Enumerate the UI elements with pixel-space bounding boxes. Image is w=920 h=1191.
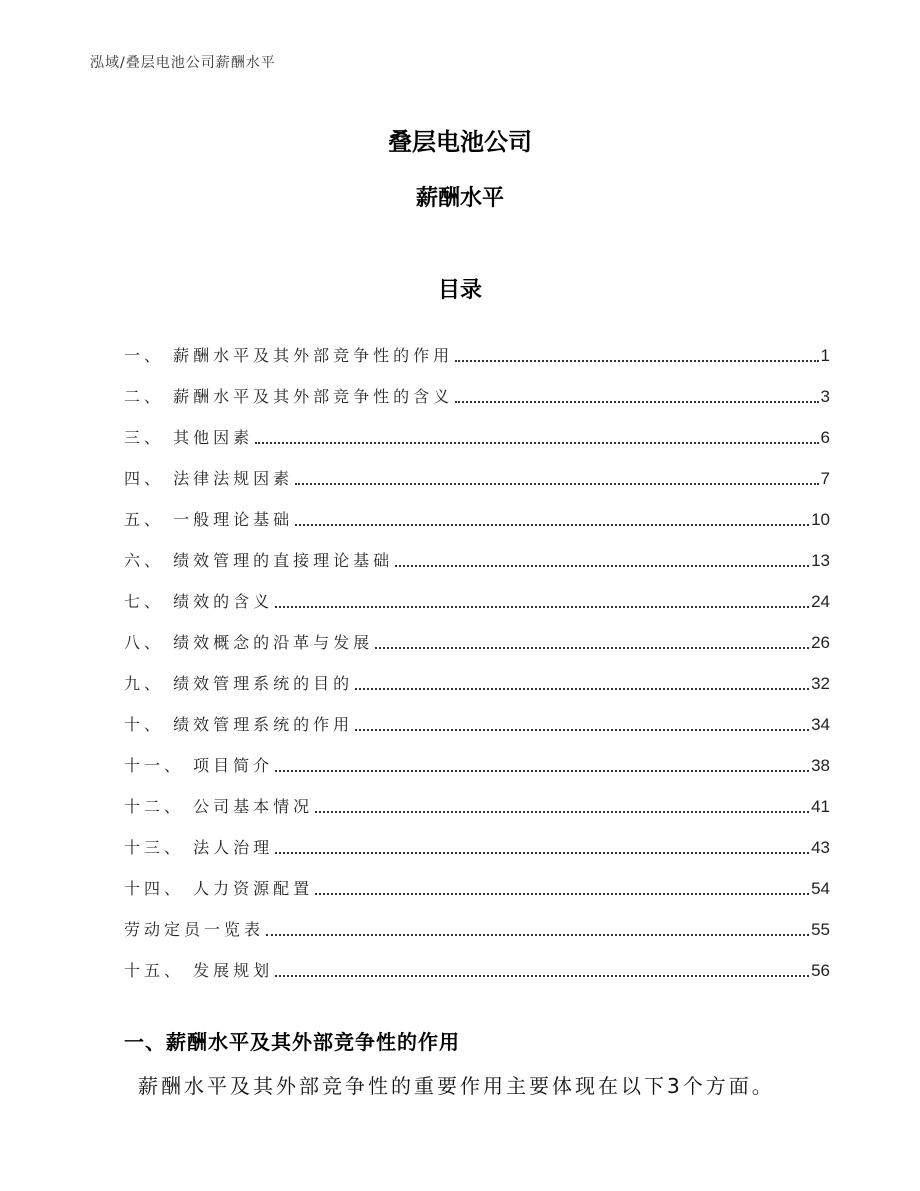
dot-leader	[315, 810, 809, 813]
toc-entry-label: 十、 绩效管理系统的作用	[124, 715, 354, 734]
toc-entry-page: 41	[811, 797, 830, 816]
table-of-contents	[124, 326, 830, 982]
document-subtitle: 薪酬水平	[415, 186, 504, 211]
toc-entry-label: 十四、 人力资源配置	[124, 879, 314, 898]
toc-entry-label: 十三、 法人治理	[124, 838, 274, 857]
toc-entry-label: 十一、 项目简介	[124, 756, 274, 775]
toc-entry-page: 7	[820, 469, 830, 488]
toc-entry[interactable]	[124, 736, 830, 777]
dot-leader	[455, 400, 818, 403]
dot-leader	[266, 933, 809, 936]
dot-leader	[315, 892, 809, 895]
toc-entry-page: 34	[811, 715, 830, 734]
toc-entry-page: 43	[811, 838, 830, 857]
toc-entry[interactable]	[124, 941, 830, 982]
toc-entry-label: 一、 薪酬水平及其外部竞争性的作用	[124, 346, 454, 365]
dot-leader	[455, 359, 818, 362]
dot-leader	[275, 605, 809, 608]
toc-entry-page: 32	[811, 674, 830, 693]
running-header: 泓域/叠层电池公司薪酬水平	[90, 55, 276, 71]
toc-entry[interactable]	[124, 367, 830, 408]
toc-title: 目录	[437, 278, 482, 303]
toc-entry-label: 八、 绩效概念的沿革与发展	[124, 633, 374, 652]
toc-entry[interactable]	[124, 777, 830, 818]
document-title: 叠层电池公司	[388, 128, 532, 156]
dot-leader	[295, 523, 809, 526]
toc-entry[interactable]	[124, 859, 830, 900]
toc-entry-label: 十五、 发展规划	[124, 961, 274, 980]
toc-entry-page: 10	[811, 510, 830, 529]
dot-leader	[255, 441, 818, 444]
section-heading: 一、薪酬水平及其外部竞争性的作用	[124, 1030, 460, 1054]
toc-entry-page: 13	[811, 551, 830, 570]
dot-leader	[275, 974, 809, 977]
toc-entry-page: 56	[811, 961, 830, 980]
toc-entry-page: 3	[820, 387, 830, 406]
toc-entry-page: 1	[820, 346, 830, 365]
dot-leader	[395, 564, 809, 567]
toc-entry-label: 三、 其他因素	[124, 428, 254, 447]
toc-entry[interactable]	[124, 572, 830, 613]
toc-entry[interactable]	[124, 654, 830, 695]
toc-entry-page: 24	[811, 592, 830, 611]
dot-leader	[295, 482, 818, 485]
toc-entry[interactable]	[124, 695, 830, 736]
toc-entry-label: 五、 一般理论基础	[124, 510, 294, 529]
toc-entry-page: 26	[811, 633, 830, 652]
toc-entry-page: 55	[811, 920, 830, 939]
toc-entry-page: 54	[811, 879, 830, 898]
toc-entry-label: 十二、 公司基本情况	[124, 797, 314, 816]
toc-entry-label: 劳动定员一览表	[124, 920, 265, 939]
toc-entry[interactable]	[124, 818, 830, 859]
toc-entry[interactable]	[124, 490, 830, 531]
toc-entry-label: 九、 绩效管理系统的目的	[124, 674, 354, 693]
toc-entry[interactable]	[124, 900, 830, 941]
dot-leader	[355, 728, 809, 731]
toc-entry-label: 七、 绩效的含义	[124, 592, 274, 611]
toc-entry-label: 六、 绩效管理的直接理论基础	[124, 551, 394, 570]
toc-entry[interactable]	[124, 449, 830, 490]
toc-entry-label: 四、 法律法规因素	[124, 469, 294, 488]
body-paragraph: 薪酬水平及其外部竞争性的重要作用主要体现在以下3个方面。	[138, 1074, 775, 1098]
toc-entry-label: 二、 薪酬水平及其外部竞争性的含义	[124, 387, 454, 406]
toc-entry[interactable]	[124, 531, 830, 572]
toc-entry[interactable]	[124, 326, 830, 367]
toc-entry[interactable]	[124, 613, 830, 654]
toc-entry[interactable]	[124, 408, 830, 449]
dot-leader	[375, 646, 809, 649]
dot-leader	[355, 687, 809, 690]
toc-entry-page: 6	[820, 428, 830, 447]
dot-leader	[275, 769, 809, 772]
toc-entry-page: 38	[811, 756, 830, 775]
dot-leader	[275, 851, 809, 854]
